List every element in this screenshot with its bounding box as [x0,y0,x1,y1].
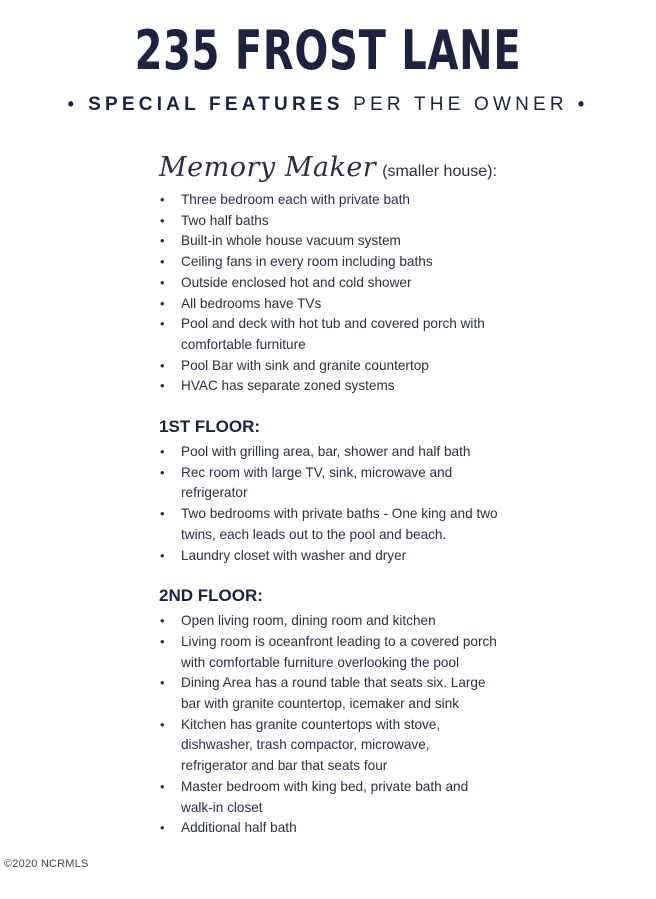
feature-text: Kitchen has granite countertops with stove, dishwasher, trash compactor, microwave, refrigerator and bar that seats four [181,716,441,774]
bullet-icon: • [160,378,165,394]
feature-list-item [159,442,499,463]
first-floor-heading: 1ST FLOOR: [159,417,261,437]
feature-list-item [159,546,499,567]
feature-list-item [159,190,499,211]
feature-text: Laundry closet with washer and dryer [181,547,407,563]
memory-maker-note: (smaller house): [382,163,497,180]
feature-text: Two bedrooms with private baths - One king and two twins, each leads out to the pool and beach. [181,506,498,542]
bullet-icon: • [160,464,165,480]
subtitle-bold: SPECIAL FEATURES [88,94,344,115]
bullet-icon: • [160,547,165,563]
feature-list-item [159,231,499,252]
feature-text: Three bedroom each with private bath [181,192,410,207]
feature-text: Additional half bath [181,820,297,836]
feature-text: Dining Area has a round table that seats six. Large bar with granite countertop, icemaker and sink [181,675,486,712]
feature-list-item [159,294,499,315]
feature-list-item [159,777,499,818]
feature-text: Pool with grilling area, bar, shower and half bath [181,444,471,460]
bullet-icon: • [160,295,165,311]
bullet-icon: • [160,212,165,228]
feature-text: Rec room with large TV, sink, microwave and refrigerator [181,464,453,501]
first-floor-list [159,442,499,566]
bullet-icon: • [160,633,165,649]
features-content [159,150,499,839]
bullet-icon: • [160,444,165,460]
subtitle-bullet-right: • [577,94,589,114]
feature-text: Master bedroom with king bed, private bath and walk-in closet [181,778,469,815]
feature-text: Living room is oceanfront leading to a covered porch with comfortable furniture overlooking the pool [181,633,497,670]
feature-list-item [159,314,499,355]
bullet-icon: • [160,254,165,270]
memory-maker-heading [159,150,499,190]
feature-list-item [159,376,499,397]
page-subtitle [0,92,656,117]
bullet-icon: • [160,316,165,332]
bullet-icon: • [160,675,165,691]
memory-maker-list [159,190,499,397]
bullet-icon: • [160,716,165,732]
feature-text: Built-in whole house vacuum system [181,233,401,249]
feature-list-item [159,632,499,673]
feature-list-item [159,611,499,632]
feature-list-item [159,504,499,545]
bullet-icon: • [160,506,165,522]
feature-list-item [159,818,499,839]
feature-text: Ceiling fans in every room including baths [181,254,433,270]
subtitle-bullet-left: • [67,94,79,114]
subtitle-regular: PER THE OWNER [353,94,568,115]
feature-list-item [159,673,499,714]
feature-text: All bedrooms have TVs [181,295,322,311]
feature-list-item [159,356,499,377]
feature-list-item [159,715,499,777]
feature-list-item [159,252,499,273]
feature-text: Pool and deck with hot tub and covered porch with comfortable furniture [181,316,485,352]
bullet-icon: • [160,233,165,249]
second-floor-list [159,611,499,839]
bullet-icon: • [160,820,165,836]
feature-text: HVAC has separate zoned systems [181,378,395,394]
memory-maker-script-title: Memory Maker [159,152,377,183]
feature-list-item [159,211,499,232]
bullet-icon: • [160,778,165,794]
bullet-icon: • [160,192,165,207]
copyright-notice: ©2020 NCRMLS [4,858,89,870]
feature-list-item [159,273,499,294]
second-floor-heading: 2ND FLOOR: [159,586,263,606]
feature-list-item [159,463,499,504]
feature-text: Pool Bar with sink and granite countertop [181,357,429,373]
feature-text: Open living room, dining room and kitchen [181,613,436,629]
page-title: 235 FROST LANE [134,19,522,82]
bullet-icon: • [160,613,165,629]
feature-text: Two half baths [181,212,269,228]
bullet-icon: • [160,357,165,373]
bullet-icon: • [160,274,165,290]
feature-text: Outside enclosed hot and cold shower [181,274,412,290]
